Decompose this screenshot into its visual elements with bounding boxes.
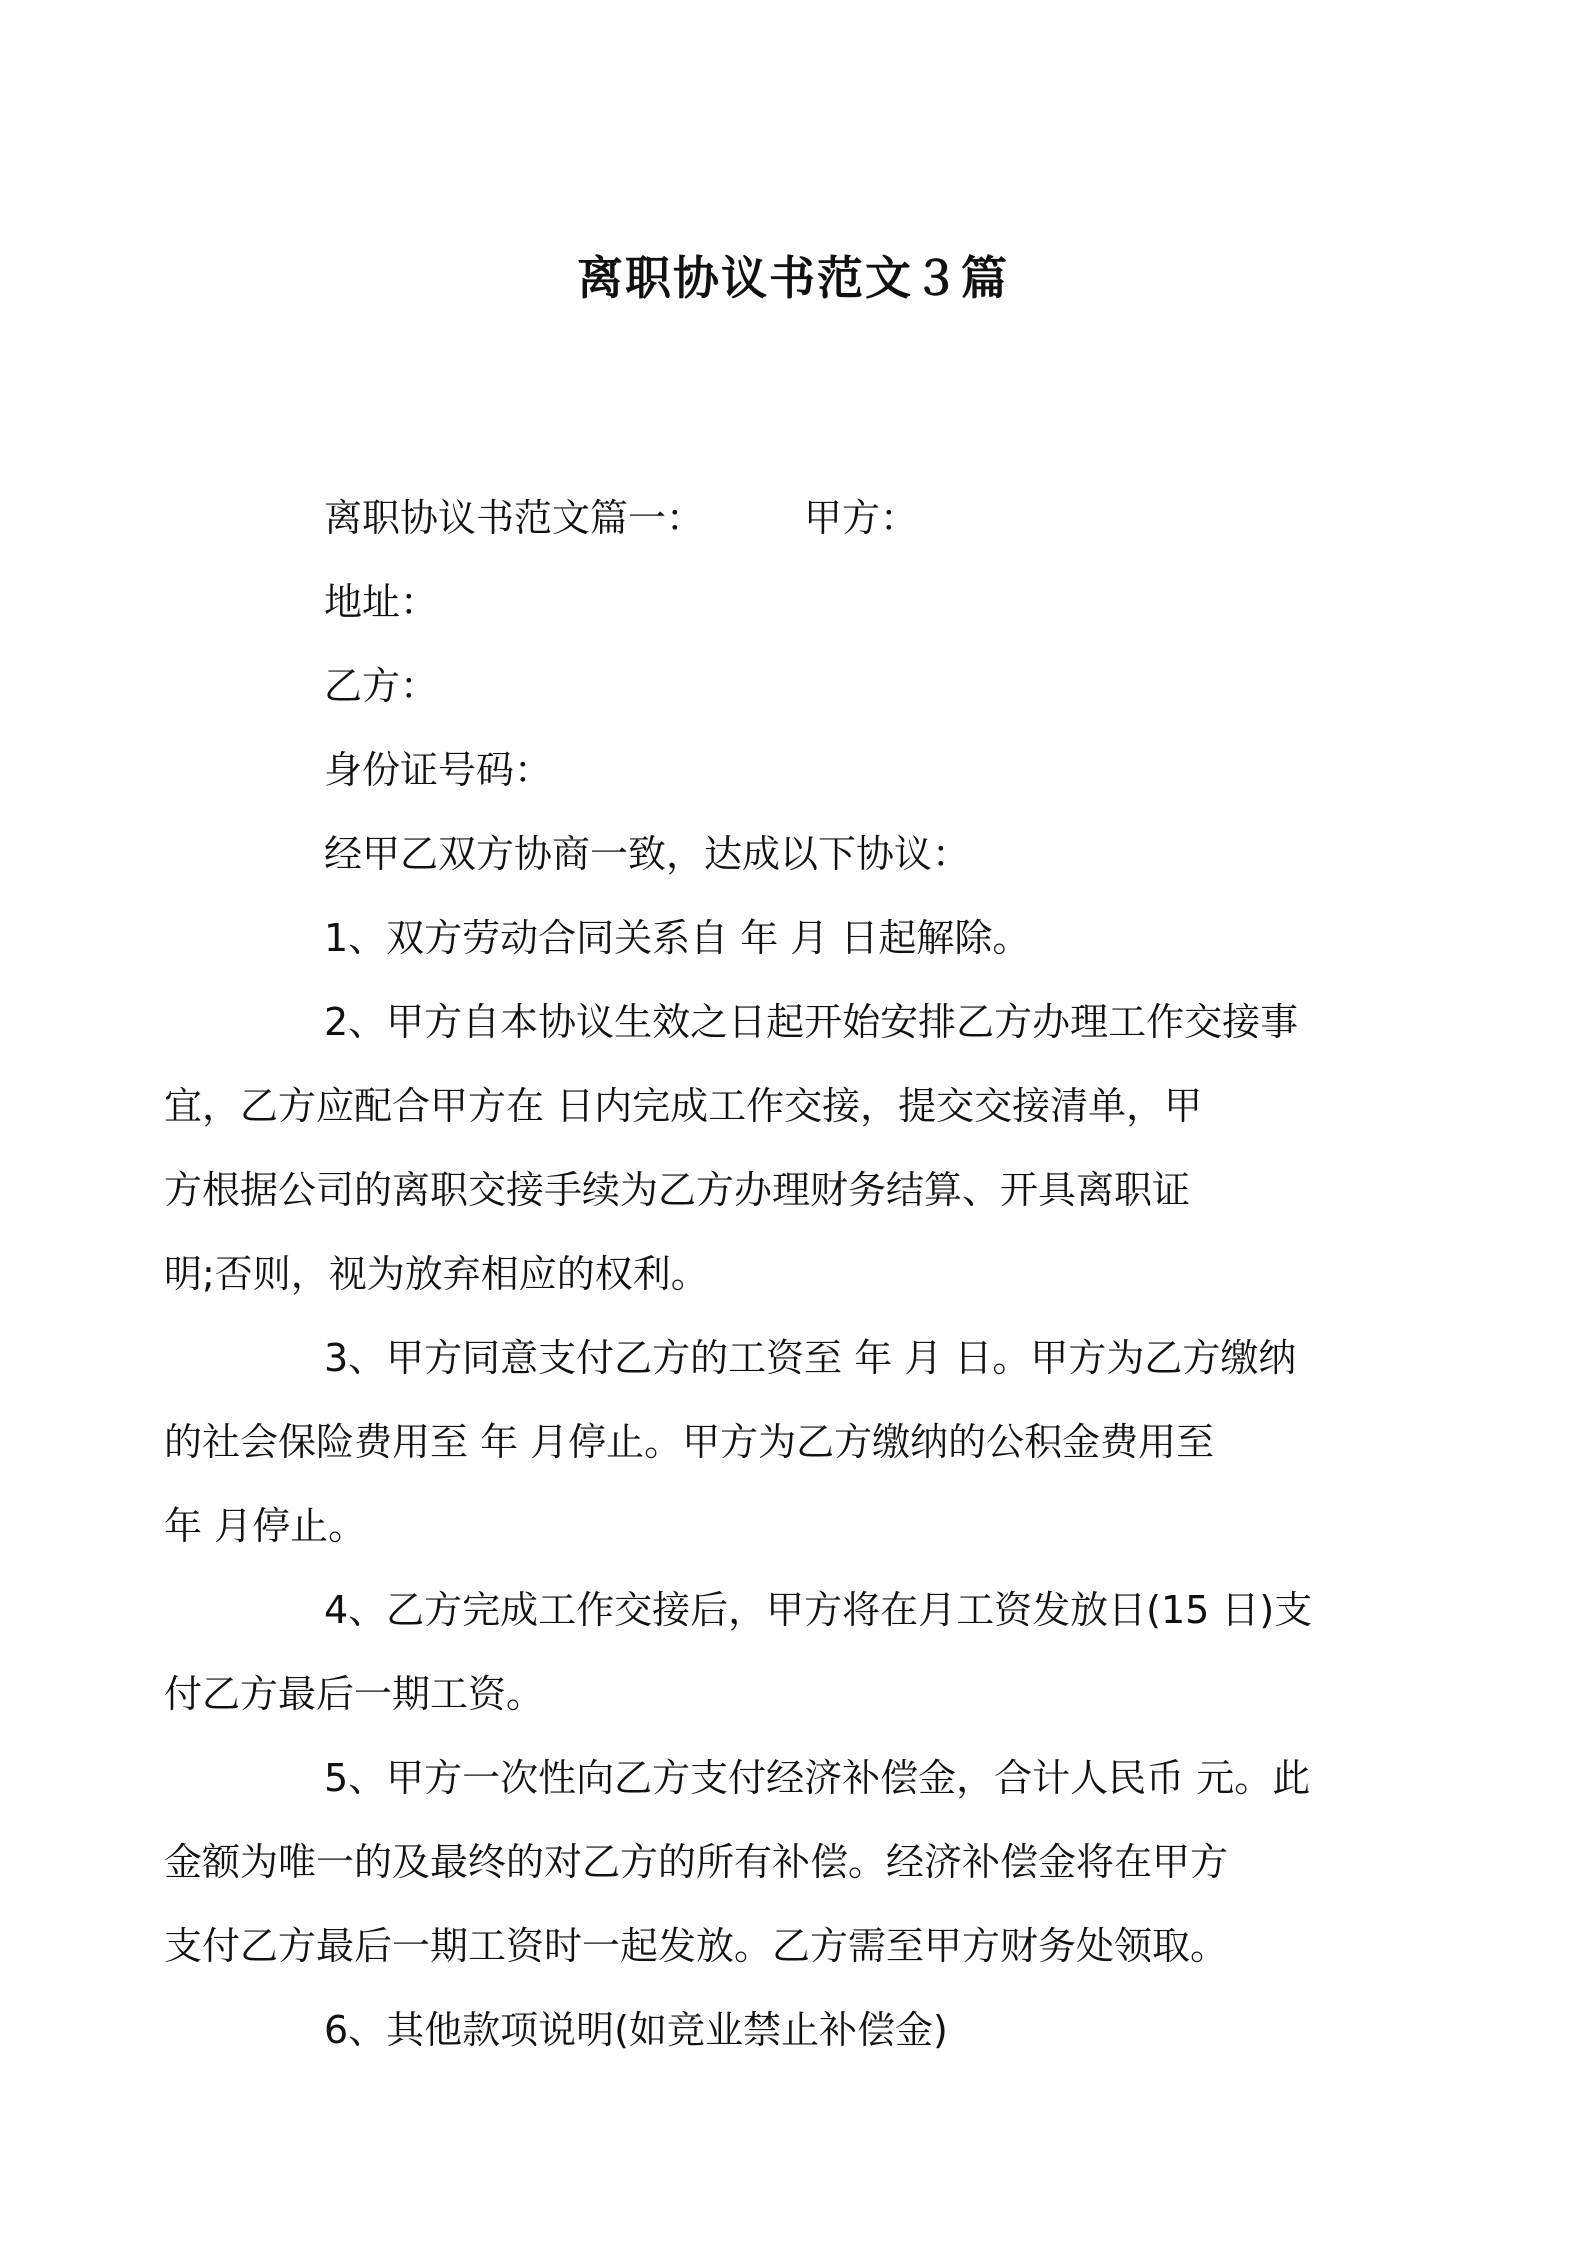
clause-3-line-1: 3、甲方同意支付乙方的工资至 年 月 日。甲方为乙方缴纳 — [324, 1336, 1297, 1380]
clause-3-line-2: 的社会保险费用至 年 月停止。甲方为乙方缴纳的公积金费用至 — [164, 1420, 1215, 1464]
id-number-field: 身份证号码： — [324, 748, 553, 792]
intro-line: 经甲乙双方协商一致，达成以下协议： — [324, 832, 971, 876]
document-title: 离职协议书范文３篇 — [577, 251, 1009, 305]
clause-6-line-1: 6、其他款项说明(如竞业禁止补偿金) — [324, 2008, 948, 2052]
clause-4-line-2: 付乙方最后一期工资。 — [164, 1672, 545, 1716]
clause-2-line-4: 明;否则，视为放弃相应的权利。 — [164, 1252, 709, 1296]
clause-3-line-3: 年 月停止。 — [164, 1504, 367, 1548]
document-body — [164, 476, 1354, 2072]
clause-5-line-2: 金额为唯一的及最终的对乙方的所有补偿。经济补偿金将在甲方 — [164, 1840, 1229, 1884]
clause-5-line-1: 5、甲方一次性向乙方支付经济补偿金，合计人民币 元。此 — [324, 1756, 1311, 1800]
party-b-field: 乙方： — [324, 664, 439, 708]
section-label: 离职协议书范文篇一： — [324, 496, 705, 540]
clause-4-line-1: 4、乙方完成工作交接后，甲方将在月工资发放日(15 日)支 — [324, 1588, 1313, 1632]
clause-5-line-3: 支付乙方最后一期工资时一起发放。乙方需至甲方财务处领取。 — [164, 1924, 1229, 1968]
clause-2-line-3: 方根据公司的离职交接手续为乙方办理财务结算、开具离职证 — [164, 1168, 1191, 1212]
clause-2-line-1: 2、甲方自本协议生效之日起开始安排乙方办理工作交接事 — [324, 1000, 1299, 1044]
address-field: 地址： — [324, 580, 439, 624]
clause-2-line-2: 宜，乙方应配合甲方在 日内完成工作交接，提交交接清单，甲 — [164, 1084, 1203, 1128]
clause-1-line-1: 1、双方劳动合同关系自 年 月 日起解除。 — [324, 916, 1031, 960]
section-header-line — [244, 476, 1354, 560]
party-a-label: 甲方： — [804, 496, 919, 540]
